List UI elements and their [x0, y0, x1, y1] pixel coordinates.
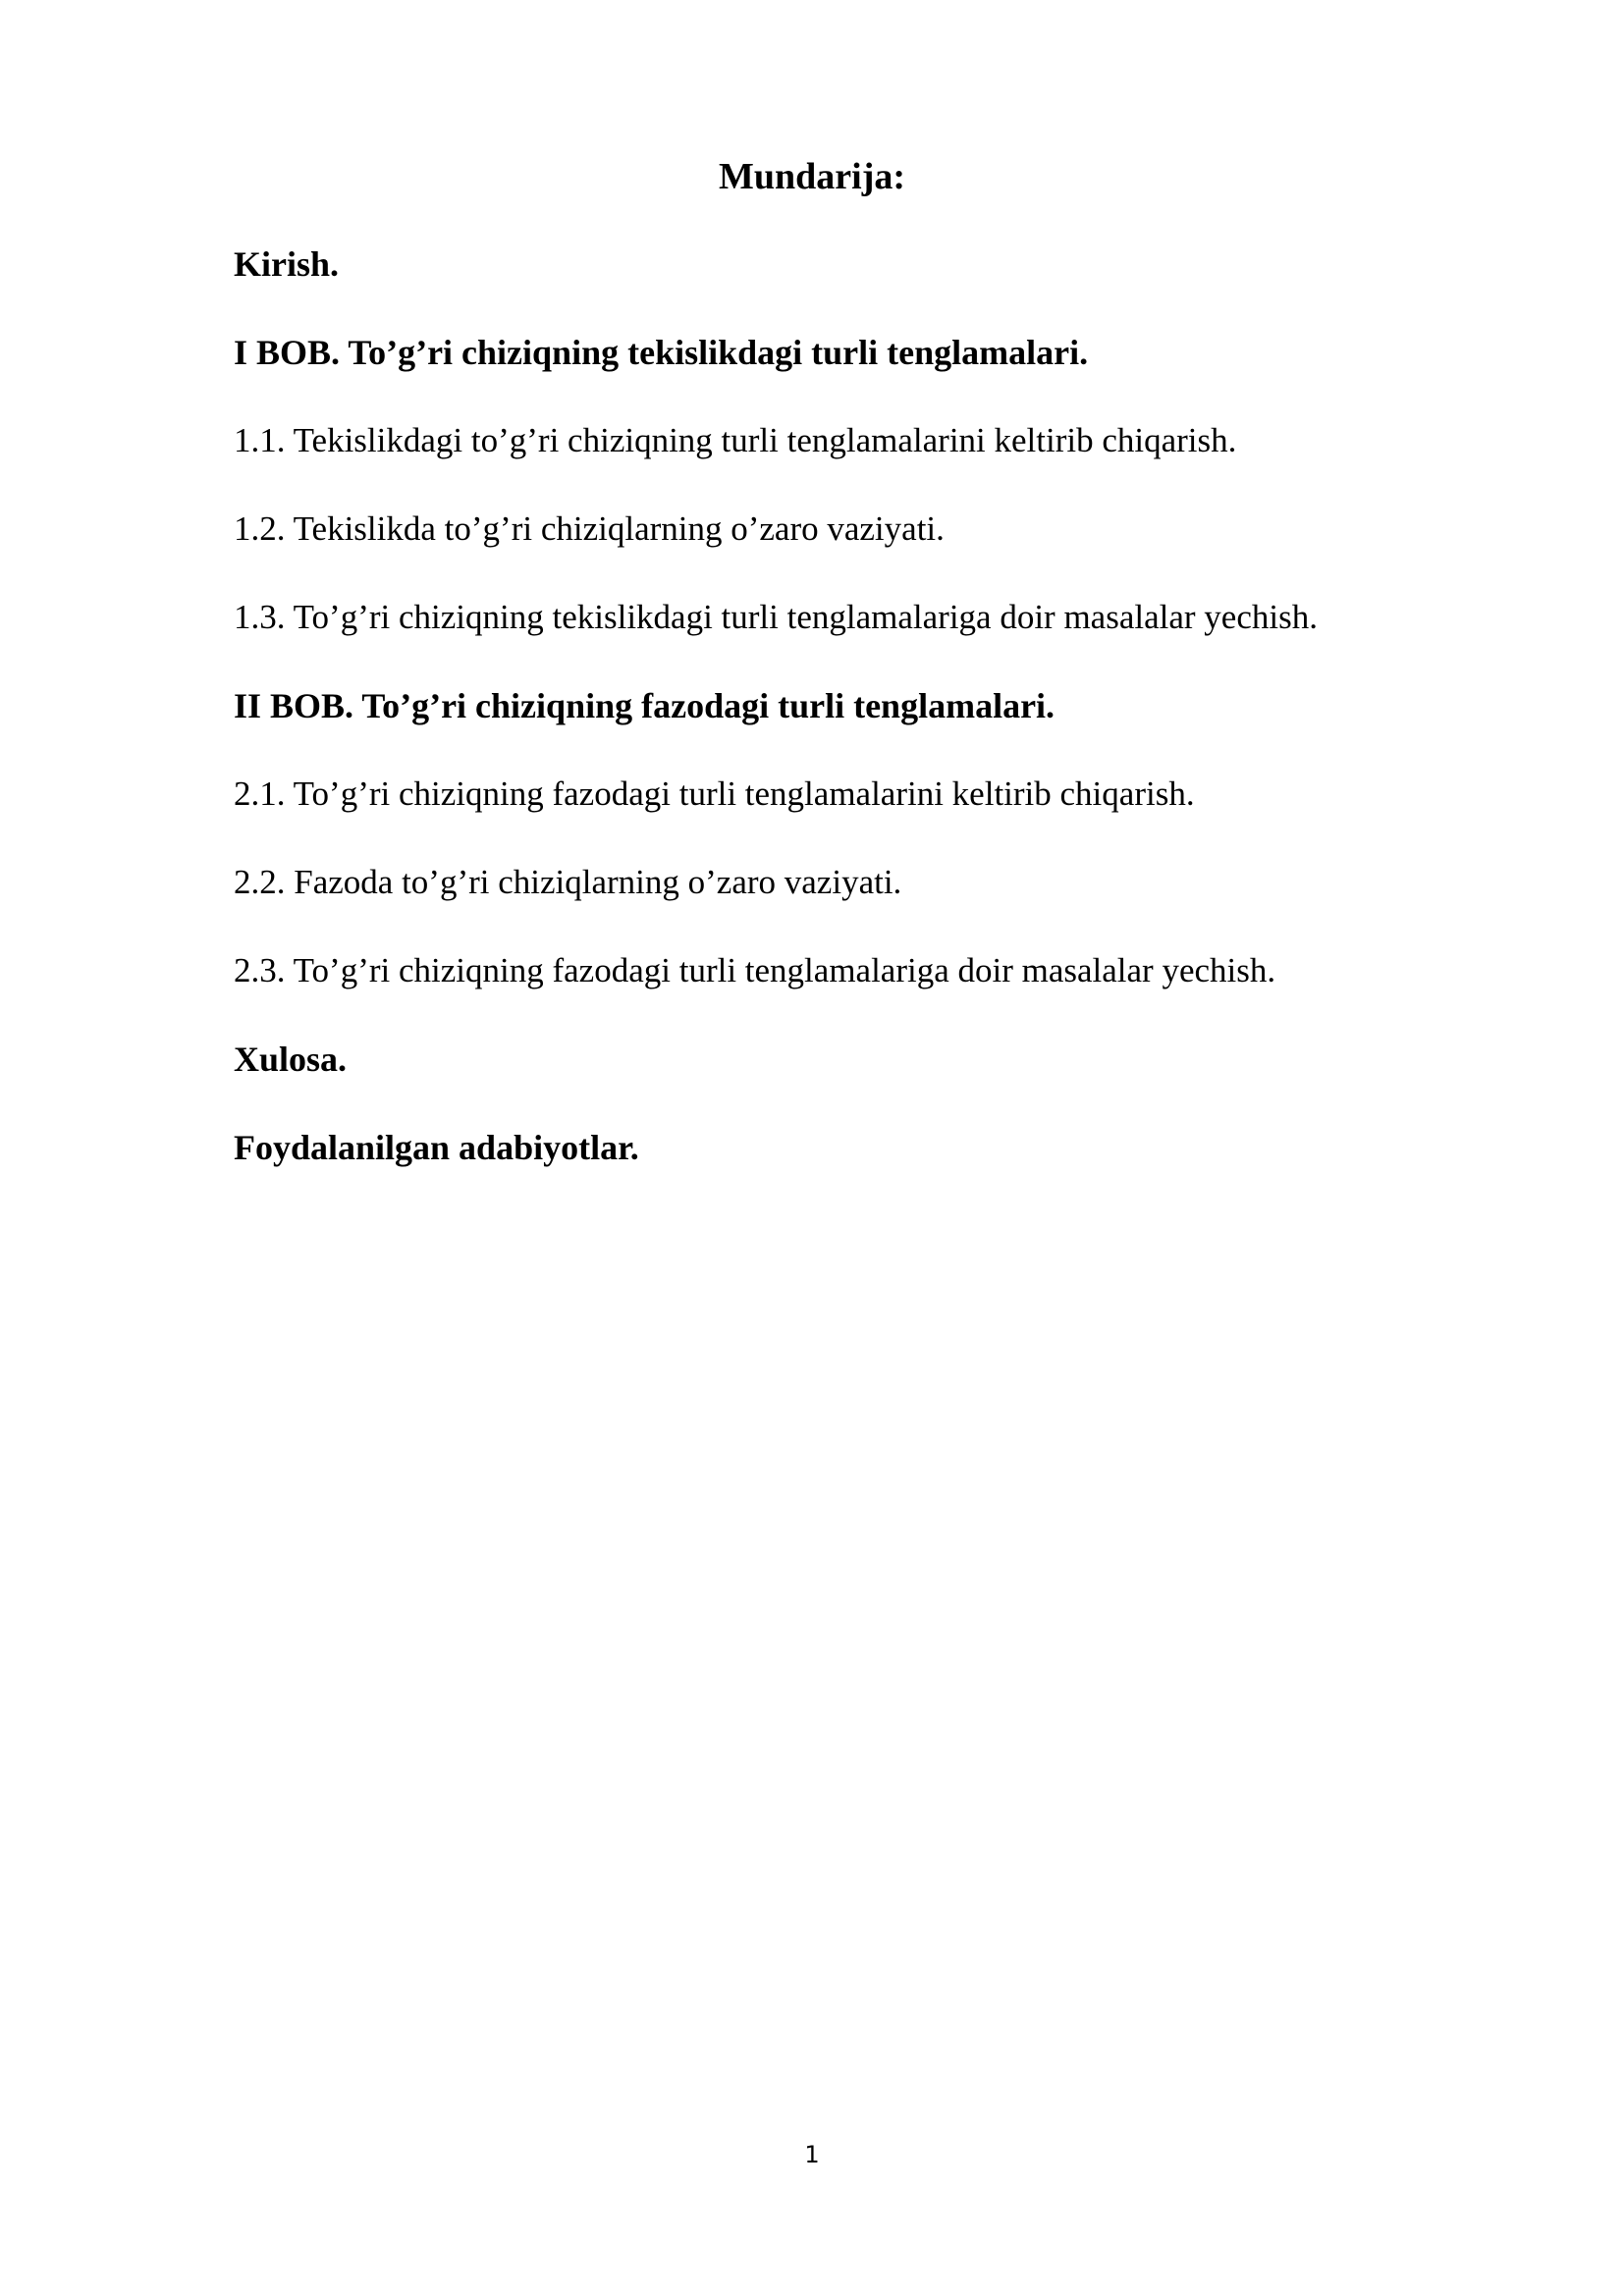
toc-entry-chapter-1: I BOB. To’g’ri chiziqning tekislikdagi turli tenglamalari. — [234, 333, 1089, 372]
toc-entry-section-1-2: 1.2. Tekislikda to’g’ri chiziqlarning o’zaro vaziyati. — [234, 509, 945, 548]
toc-entry-section-2-3: 2.3. To’g’ri chiziqning fazodagi turli tenglamalariga doir masalalar yechish. — [234, 951, 1276, 989]
toc-entry-section-2-2: 2.2. Fazoda to’g’ri chiziqlarning o’zaro vaziyati. — [234, 863, 902, 901]
toc-entry-chapter-2: II BOB. To’g’ri chiziqning fazodagi turli tenglamalari. — [234, 686, 1056, 725]
table-of-contents — [234, 241, 1510, 1213]
toc-entry-section-1-1: 1.1. Tekislikdagi to’g’ri chiziqning turli tenglamalarini keltirib chiqarish. — [234, 421, 1237, 459]
toc-entry-section-1-3: 1.3. To’g’ri chiziqning tekislikdagi turli tenglamalariga doir masalalar yechish. — [234, 598, 1318, 636]
page-title: Mundarija: — [719, 156, 905, 197]
toc-entry-section-2-1: 2.1. To’g’ri chiziqning fazodagi turli tenglamalarini keltirib chiqarish. — [234, 774, 1195, 813]
toc-entry-conclusion: Xulosa. — [234, 1040, 348, 1079]
page-number: 1 — [804, 2141, 820, 2168]
toc-entry-introduction: Kirish. — [234, 244, 340, 284]
toc-entry-references: Foydalanilgan adabiyotlar. — [234, 1128, 639, 1167]
